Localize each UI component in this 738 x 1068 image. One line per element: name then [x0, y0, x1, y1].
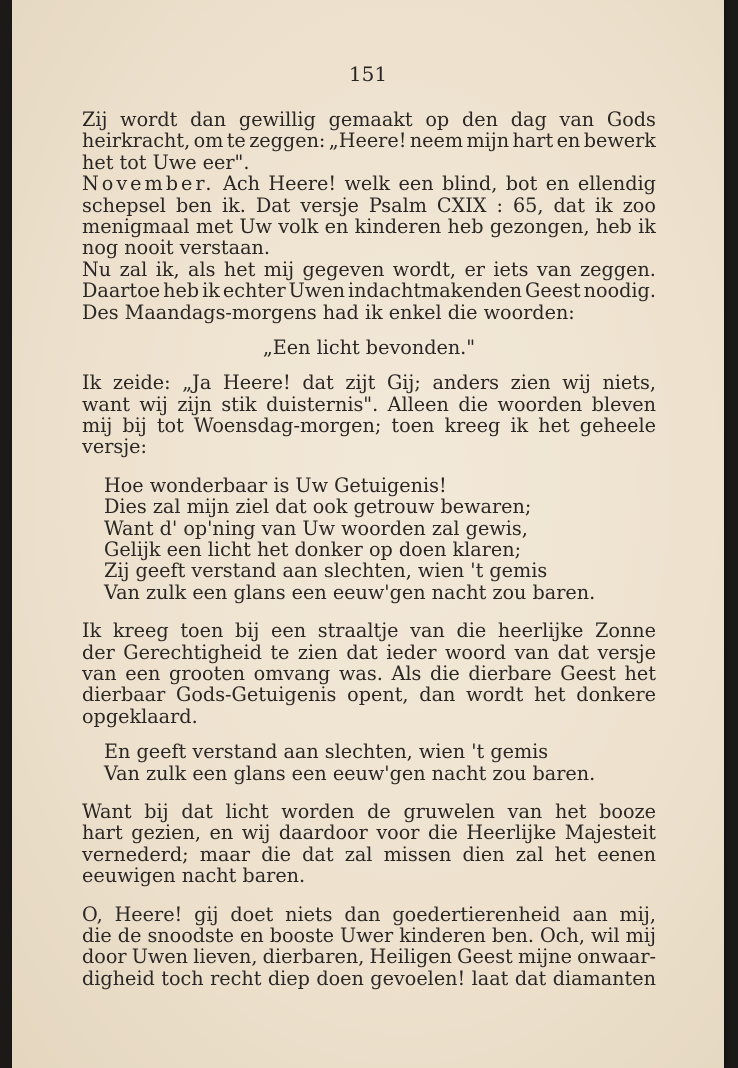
word: booze	[599, 799, 656, 823]
word: laat	[471, 966, 509, 990]
word: Alleen	[387, 392, 449, 416]
text-line	[82, 173, 656, 194]
word: hart	[82, 821, 123, 845]
word: Uwen	[131, 945, 189, 969]
paragraph	[82, 109, 656, 173]
word: dat	[514, 966, 547, 990]
word: dan	[190, 108, 227, 131]
word: van	[507, 799, 543, 823]
word: toch	[161, 966, 204, 990]
word: zeggen.	[580, 257, 656, 281]
word: Heere!	[114, 902, 183, 926]
word: aan	[572, 902, 608, 926]
word: anders	[432, 371, 499, 395]
word: gemaakt	[328, 108, 413, 131]
word: van	[410, 619, 445, 643]
word: zoo	[622, 193, 656, 217]
text-line	[82, 259, 656, 280]
text-line	[82, 968, 656, 989]
word: donkere	[576, 683, 656, 707]
word: iets	[493, 257, 529, 281]
word: recht	[210, 966, 262, 990]
word: dat	[181, 799, 213, 823]
word: Ik	[82, 619, 102, 643]
word: der	[82, 640, 115, 664]
text-line	[82, 415, 656, 436]
word: zijt	[345, 371, 376, 395]
word: ik	[202, 279, 220, 303]
verse-line: Dies zal mijn ziel dat ook getrouw bewaren;	[104, 495, 532, 519]
text-line	[82, 130, 656, 151]
word: die	[428, 821, 458, 845]
word: niets,	[602, 371, 656, 395]
word: Geest	[560, 661, 616, 685]
verse-line: Van zulk een glans een eeuw'gen nacht zou baren.	[104, 761, 596, 785]
word: en	[239, 923, 264, 947]
word: dat	[553, 193, 585, 217]
word: Uwen	[288, 279, 345, 303]
word: van	[514, 640, 550, 664]
text-line	[82, 925, 656, 946]
word: kreeg	[444, 414, 501, 438]
word: van	[536, 257, 572, 281]
word: straaltje	[317, 619, 399, 643]
word: bij	[234, 619, 260, 643]
word: en	[545, 172, 570, 196]
text-line	[82, 195, 656, 216]
word: die	[456, 619, 487, 643]
page-number: 151	[348, 62, 388, 86]
word: een	[125, 661, 161, 685]
word: lieven,	[193, 945, 258, 969]
word: een	[271, 619, 307, 643]
word: omvang	[253, 661, 331, 685]
word: en	[324, 214, 349, 238]
word: Gods-Getuigenis	[176, 683, 337, 707]
word: welk	[344, 172, 391, 196]
text-line	[82, 904, 656, 925]
text-line: Des Maandags-morgens had ik enkel die woorden:	[82, 300, 575, 324]
word: versje	[597, 640, 656, 664]
word: menigmaal	[82, 214, 190, 238]
word: gij	[194, 902, 219, 926]
word: Ach	[222, 172, 260, 196]
word: Geest	[457, 945, 513, 969]
word: het	[554, 842, 587, 866]
word: Dat	[255, 193, 291, 217]
word: vernederd;	[82, 842, 189, 866]
text-line	[82, 280, 656, 301]
word: duisternis".	[266, 392, 379, 416]
word: om	[193, 129, 224, 153]
word: Geest	[525, 279, 581, 303]
word: Ik	[82, 371, 102, 395]
word: dat	[557, 640, 589, 664]
word: het	[554, 799, 587, 823]
word: want	[82, 392, 130, 416]
word: heirkracht,	[82, 129, 191, 153]
word: „Heere!	[328, 129, 407, 153]
word: die	[82, 923, 112, 947]
word: blind,	[442, 172, 498, 196]
word: en	[209, 821, 234, 845]
word: van	[559, 108, 595, 131]
word: te	[226, 129, 246, 153]
verse-line: Want d' op'ning van Uw woorden zal gewis,	[104, 516, 528, 540]
word: wil	[590, 923, 620, 947]
word: schepsel	[82, 193, 166, 217]
word: zal	[344, 842, 373, 866]
word: O,	[82, 902, 103, 926]
word: neem	[409, 129, 464, 153]
word: woorden	[497, 392, 583, 416]
word: mijne	[517, 945, 572, 969]
text-line: eeuwigen nacht baren.	[82, 864, 306, 888]
word: bij	[122, 414, 147, 438]
word: woord	[445, 640, 506, 664]
paragraph	[82, 372, 656, 458]
word: kinderen	[399, 923, 486, 947]
word: Majesteit	[564, 821, 656, 845]
word: stik	[221, 392, 257, 416]
word: wordt	[466, 683, 524, 707]
paragraph	[82, 801, 656, 887]
word: bleven	[591, 392, 656, 416]
word: Gij;	[386, 371, 421, 395]
word: bij	[144, 799, 169, 823]
word: Heerlijke	[466, 821, 557, 845]
word: gevoelen!	[370, 966, 466, 990]
word: ben.	[491, 923, 534, 947]
verse-line: Van zulk een glans een eeuw'gen nacht zou baren.	[104, 580, 596, 604]
word: doen	[316, 966, 364, 990]
word: Daartoe	[82, 279, 161, 303]
word: Och,	[539, 923, 585, 947]
text-line	[82, 822, 656, 843]
word: Woensdag-morgen;	[193, 414, 382, 438]
verse-line: Zij geeft verstand aan slechten, wien 't gemis	[104, 559, 548, 583]
word: mij	[263, 257, 295, 281]
word: Heere!	[222, 371, 291, 395]
word: kreeg	[112, 619, 169, 643]
word: Uw	[239, 214, 272, 238]
word: gegeven	[302, 257, 385, 281]
word: zien	[297, 640, 338, 664]
word: onwaar-	[577, 945, 656, 969]
word: geheele	[579, 414, 656, 438]
word: mij	[82, 414, 113, 438]
text-line: het tot Uwe eer".	[82, 150, 250, 174]
word: van	[82, 661, 117, 685]
paragraph	[82, 904, 656, 990]
word: heb	[447, 214, 484, 238]
word: Gerechtigheid	[123, 640, 262, 664]
paragraph	[82, 173, 656, 259]
word: eenen	[597, 842, 656, 866]
word: versje	[300, 193, 359, 217]
word: dien	[462, 842, 505, 866]
text-line	[82, 663, 656, 684]
text-line	[82, 946, 656, 967]
word: noodig.	[583, 279, 656, 303]
word: zijn	[177, 392, 212, 416]
word: tot	[156, 414, 184, 438]
verse-line: Gelijk een licht het donker op doen klaren;	[104, 538, 522, 562]
word: diep	[267, 966, 310, 990]
word: licht	[225, 799, 269, 823]
word: dierbare	[468, 661, 552, 685]
word: wij	[241, 821, 271, 845]
word: het	[534, 683, 566, 707]
word: ik,	[155, 257, 180, 281]
word: gruwelen	[403, 799, 495, 823]
book-page	[12, 0, 724, 1068]
word: ik	[510, 414, 529, 438]
word: het	[538, 414, 570, 438]
word: als	[188, 257, 216, 281]
quote	[82, 337, 656, 358]
word: dat	[346, 640, 378, 664]
word: zal	[119, 257, 148, 281]
text-line	[82, 109, 656, 130]
word: Nu	[82, 257, 112, 281]
word: ieder	[386, 640, 437, 664]
word: mijn	[466, 129, 510, 153]
text-line	[82, 642, 656, 663]
paragraph	[82, 259, 656, 323]
word: digheid	[82, 966, 155, 990]
word: maar	[199, 842, 251, 866]
word: er	[464, 257, 485, 281]
word: echter	[222, 279, 286, 303]
word: Gods	[606, 108, 656, 131]
word: ik.	[221, 193, 246, 217]
word: ellendig	[577, 172, 656, 196]
word: wij	[139, 392, 168, 416]
word: missen	[383, 842, 452, 866]
word: Psalm	[368, 193, 427, 217]
word: mij	[625, 923, 656, 947]
word: Want	[82, 799, 132, 823]
word: toen	[180, 619, 224, 643]
word: die	[429, 661, 460, 685]
word: dierbaar	[82, 683, 166, 707]
word: voor	[376, 821, 420, 845]
word: die	[261, 842, 291, 866]
word: een	[398, 172, 434, 196]
word: heb	[595, 214, 632, 238]
word: gewillig	[238, 108, 316, 131]
word: worden	[281, 799, 355, 823]
word: die	[458, 392, 489, 416]
word: indachtmakenden	[348, 279, 522, 303]
word: wordt,	[392, 257, 457, 281]
word: CXIX	[436, 193, 487, 217]
word: „Ja	[182, 371, 212, 395]
text-line	[82, 620, 656, 641]
word: dan	[344, 902, 381, 926]
verse-line: En geeft verstand aan slechten, wien 't gemis	[104, 740, 549, 764]
word: zeggen:	[249, 129, 326, 153]
word: Heiligen	[369, 945, 452, 969]
word: Zonne	[595, 619, 656, 643]
word: dat	[302, 371, 334, 395]
text-line	[82, 801, 656, 822]
text-line	[82, 372, 656, 393]
word: volk	[278, 214, 319, 238]
text-line	[82, 844, 656, 865]
word: doet	[230, 902, 274, 926]
word: wij	[562, 371, 591, 395]
word: wordt	[120, 108, 178, 131]
word: gezien,	[131, 821, 201, 845]
word: en	[556, 129, 581, 153]
word: dan	[419, 683, 456, 707]
word: toen	[391, 414, 435, 438]
word: zeide:	[112, 371, 171, 395]
word: het	[624, 661, 656, 685]
word: snoodste	[147, 923, 234, 947]
word: bot	[505, 172, 538, 196]
word: kinderen	[354, 214, 442, 238]
word: Uwer	[340, 923, 394, 947]
psalm-verse-repeat	[82, 741, 656, 784]
psalm-verse	[82, 475, 656, 603]
word: Als	[391, 661, 422, 685]
word: zien	[510, 371, 551, 395]
verse-line: Hoe wonderbaar is Uw Getuigenis!	[104, 473, 447, 497]
word: goedertierenheid	[392, 902, 561, 926]
word: de	[367, 799, 391, 823]
paragraph	[82, 620, 656, 727]
word: diamanten	[552, 966, 656, 990]
text-line: opgeklaard.	[82, 704, 198, 728]
word: hart	[512, 129, 554, 153]
text-line	[82, 394, 656, 415]
word: mij,	[619, 902, 656, 926]
word: het	[223, 257, 256, 281]
word: dat	[302, 842, 334, 866]
word: den	[461, 108, 498, 131]
word: ik	[638, 214, 656, 238]
body-text	[82, 109, 656, 989]
word: op	[425, 108, 450, 131]
word: dag	[510, 108, 547, 131]
word: ben	[175, 193, 212, 217]
word: 65,	[512, 193, 544, 217]
word: niets	[285, 902, 333, 926]
word: November.	[82, 172, 215, 196]
word: daardoor	[278, 821, 368, 845]
word: opent,	[347, 683, 409, 707]
word: de	[117, 923, 142, 947]
word: heerlijke	[497, 619, 584, 643]
word: Zij	[82, 108, 108, 131]
text-line: nog nooit verstaan.	[82, 236, 270, 260]
word: :	[496, 193, 503, 217]
word: te	[270, 640, 290, 664]
word: was.	[339, 661, 383, 685]
word: dierbaren,	[262, 945, 365, 969]
word: Heere!	[268, 172, 337, 196]
word: ik	[594, 193, 613, 217]
word: grooten	[169, 661, 246, 685]
text-line	[82, 216, 656, 237]
word: bewerk	[583, 129, 656, 153]
quoted-line: „Een licht bevonden."	[262, 335, 476, 359]
word: met	[195, 214, 234, 238]
text-line	[82, 684, 656, 705]
word: heb	[163, 279, 200, 303]
word: booste	[269, 923, 335, 947]
word: door	[82, 945, 127, 969]
text-line: versje:	[82, 435, 147, 459]
word: zal	[515, 842, 544, 866]
word: gezongen,	[489, 214, 590, 238]
